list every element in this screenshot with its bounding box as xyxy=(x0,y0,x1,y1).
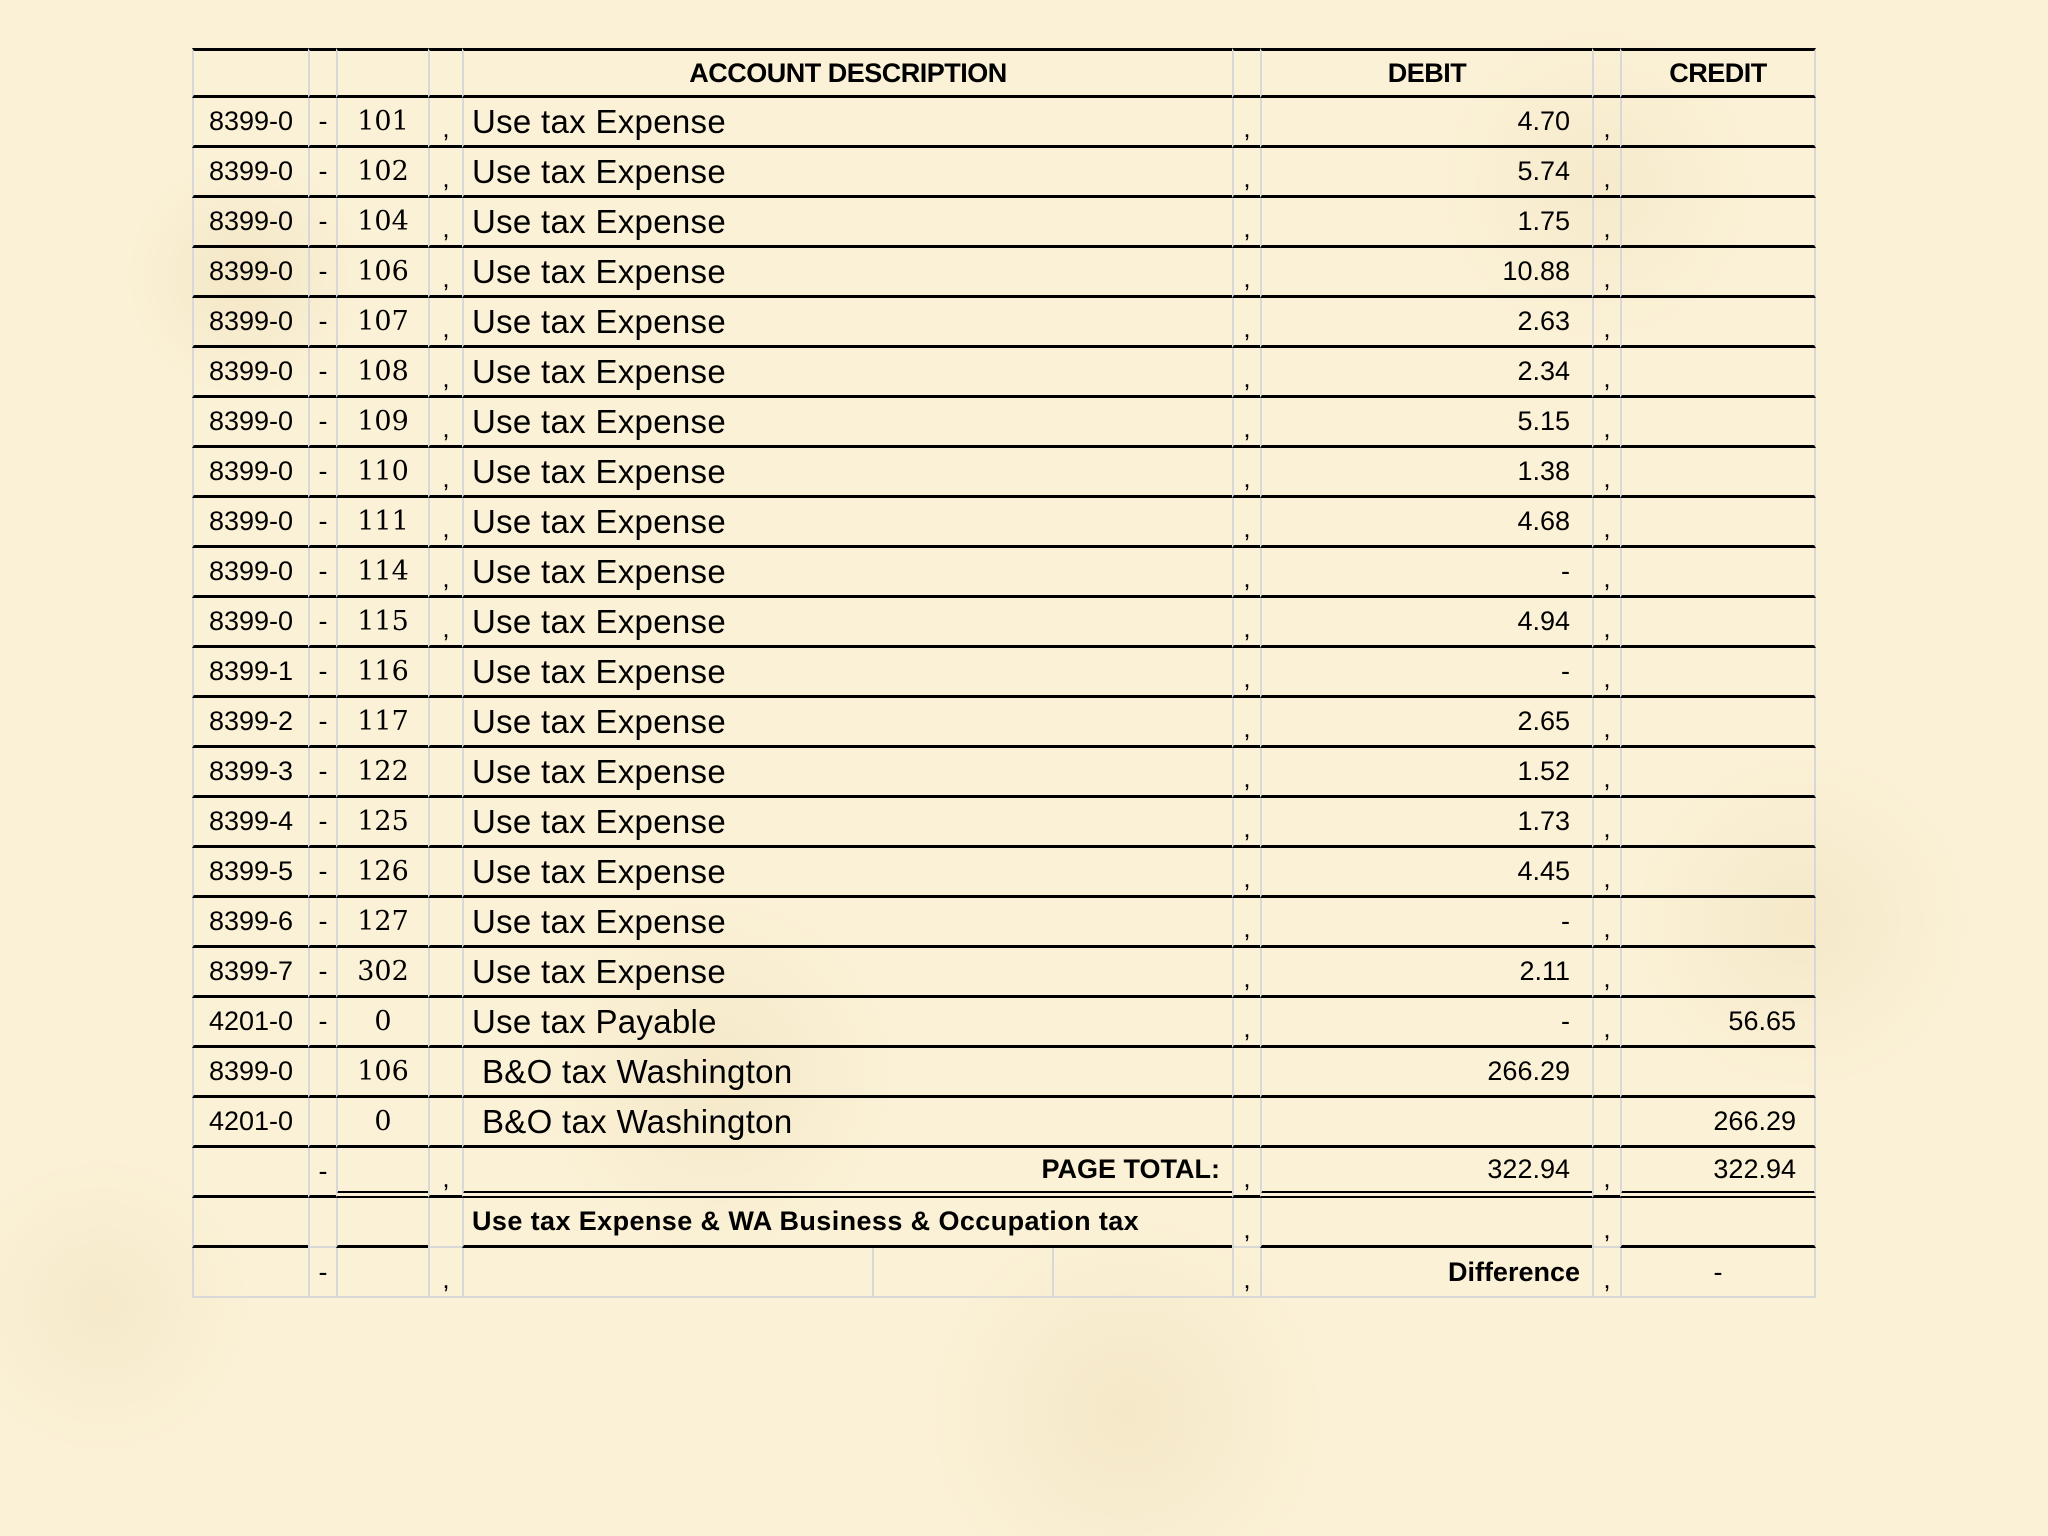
sub-account-number: 117 xyxy=(336,698,428,748)
difference-value: - xyxy=(1620,1248,1816,1298)
ledger-row xyxy=(192,248,1816,298)
diff-sub-cell xyxy=(336,1248,428,1298)
comma-separator xyxy=(428,698,462,748)
account-description: Use tax Payable xyxy=(462,998,1232,1048)
account-number: 8399-0 xyxy=(192,298,308,348)
sub-account-number: 115 xyxy=(336,598,428,648)
header-sep-cell xyxy=(308,48,336,98)
account-description: Use tax Expense xyxy=(462,798,1232,848)
comma-separator: , xyxy=(1592,648,1620,698)
debit-amount: - xyxy=(1260,548,1592,598)
account-separator: - xyxy=(308,748,336,798)
debit-amount: 2.65 xyxy=(1260,698,1592,748)
ledger-row xyxy=(192,798,1816,848)
diff-sep: - xyxy=(308,1248,336,1298)
sub-account-number: 104 xyxy=(336,198,428,248)
diff-comma: , xyxy=(1592,1248,1620,1298)
account-separator: - xyxy=(308,448,336,498)
comma-separator xyxy=(428,948,462,998)
sub-account-number: 111 xyxy=(336,498,428,548)
account-separator: - xyxy=(308,248,336,298)
account-number: 8399-0 xyxy=(192,348,308,398)
comma-separator: , xyxy=(1232,348,1260,398)
debit-amount: 5.15 xyxy=(1260,398,1592,448)
comma-separator: , xyxy=(428,348,462,398)
account-description: B&O tax Washington xyxy=(462,1048,1232,1098)
credit-amount xyxy=(1620,548,1816,598)
total-comma: , xyxy=(428,1148,462,1198)
journal-entry-table xyxy=(192,48,1816,1298)
memo-row xyxy=(192,1198,1816,1248)
memo-acct-cell xyxy=(192,1198,308,1248)
comma-separator: , xyxy=(1592,348,1620,398)
account-number: 8399-0 xyxy=(192,198,308,248)
sub-account-number: 302 xyxy=(336,948,428,998)
account-number: 8399-7 xyxy=(192,948,308,998)
sub-account-number: 126 xyxy=(336,848,428,898)
account-separator: - xyxy=(308,848,336,898)
comma-separator: , xyxy=(1592,548,1620,598)
comma-separator: , xyxy=(1232,948,1260,998)
comma-separator: , xyxy=(1592,848,1620,898)
account-description: Use tax Expense xyxy=(462,98,1232,148)
account-number: 8399-3 xyxy=(192,748,308,798)
debit-amount: 2.11 xyxy=(1260,948,1592,998)
account-description: Use tax Expense xyxy=(462,648,1232,698)
account-separator: - xyxy=(308,398,336,448)
debit-amount xyxy=(1260,1098,1592,1148)
page-total-credit: 322.94 xyxy=(1620,1148,1816,1198)
credit-amount xyxy=(1620,898,1816,948)
debit-amount: - xyxy=(1260,898,1592,948)
comma-separator: , xyxy=(428,548,462,598)
ledger-row xyxy=(192,498,1816,548)
total-comma: , xyxy=(1592,1148,1620,1198)
account-description: Use tax Expense xyxy=(462,298,1232,348)
page-total-debit: 322.94 xyxy=(1260,1148,1592,1198)
credit-amount xyxy=(1620,148,1816,198)
account-number: 8399-4 xyxy=(192,798,308,848)
debit-amount: 2.34 xyxy=(1260,348,1592,398)
comma-separator: , xyxy=(1592,298,1620,348)
account-number: 4201-0 xyxy=(192,1098,308,1148)
comma-separator: , xyxy=(1592,798,1620,848)
comma-separator xyxy=(428,898,462,948)
comma-separator: , xyxy=(428,148,462,198)
credit-amount xyxy=(1620,648,1816,698)
comma-separator: , xyxy=(1592,998,1620,1048)
account-separator: - xyxy=(308,948,336,998)
comma-separator: , xyxy=(428,598,462,648)
ledger-row xyxy=(192,548,1816,598)
comma-separator: , xyxy=(1232,998,1260,1048)
account-description: Use tax Expense xyxy=(462,548,1232,598)
comma-separator xyxy=(1232,1048,1260,1098)
comma-separator xyxy=(1232,1098,1260,1148)
comma-separator: , xyxy=(1232,148,1260,198)
ledger-row xyxy=(192,698,1816,748)
credit-amount xyxy=(1620,98,1816,148)
comma-separator: , xyxy=(1232,798,1260,848)
account-description: Use tax Expense xyxy=(462,698,1232,748)
table-header xyxy=(192,48,1816,98)
ledger-row xyxy=(192,948,1816,998)
credit-amount xyxy=(1620,948,1816,998)
comma-separator: , xyxy=(428,298,462,348)
account-separator: - xyxy=(308,898,336,948)
comma-separator xyxy=(1592,1098,1620,1148)
debit-amount: 4.70 xyxy=(1260,98,1592,148)
comma-separator: , xyxy=(1592,748,1620,798)
comma-separator: , xyxy=(1232,648,1260,698)
sub-account-number: 110 xyxy=(336,448,428,498)
sub-account-number: 0 xyxy=(336,1098,428,1148)
credit-amount xyxy=(1620,398,1816,448)
ledger-row xyxy=(192,598,1816,648)
comma-separator xyxy=(428,1048,462,1098)
account-number: 8399-1 xyxy=(192,648,308,698)
account-number: 8399-0 xyxy=(192,248,308,298)
account-description: Use tax Expense xyxy=(462,498,1232,548)
credit-amount: 56.65 xyxy=(1620,998,1816,1048)
sub-account-number: 114 xyxy=(336,548,428,598)
comma-separator: , xyxy=(1232,298,1260,348)
ledger-row xyxy=(192,998,1816,1048)
comma-separator: , xyxy=(1232,248,1260,298)
account-description: Use tax Expense xyxy=(462,948,1232,998)
account-description: Use tax Expense xyxy=(462,148,1232,198)
comma-separator: , xyxy=(1232,898,1260,948)
diff-comma: , xyxy=(428,1248,462,1298)
debit-amount: 266.29 xyxy=(1260,1048,1592,1098)
account-separator: - xyxy=(308,598,336,648)
sub-account-number: 102 xyxy=(336,148,428,198)
ledger-row xyxy=(192,448,1816,498)
comma-separator: , xyxy=(1232,848,1260,898)
account-number: 8399-6 xyxy=(192,898,308,948)
credit-amount xyxy=(1620,848,1816,898)
sub-account-number: 127 xyxy=(336,898,428,948)
header-comma-cell xyxy=(1592,48,1620,98)
account-description: Use tax Expense xyxy=(462,248,1232,298)
debit-amount: 1.75 xyxy=(1260,198,1592,248)
header-comma-cell xyxy=(428,48,462,98)
comma-separator: , xyxy=(1592,98,1620,148)
comma-separator: , xyxy=(1592,698,1620,748)
comma-separator: , xyxy=(428,98,462,148)
credit-amount: 266.29 xyxy=(1620,1098,1816,1148)
header-credit: CREDIT xyxy=(1620,48,1816,98)
account-number: 8399-5 xyxy=(192,848,308,898)
sub-account-number: 125 xyxy=(336,798,428,848)
ledger-row xyxy=(192,848,1816,898)
account-description: B&O tax Washington xyxy=(462,1098,1232,1148)
debit-amount: 1.73 xyxy=(1260,798,1592,848)
sub-account-number: 108 xyxy=(336,348,428,398)
comma-separator: , xyxy=(1592,448,1620,498)
comma-separator: , xyxy=(1592,948,1620,998)
comma-separator: , xyxy=(1232,498,1260,548)
ledger-row xyxy=(192,898,1816,948)
debit-amount: 2.63 xyxy=(1260,298,1592,348)
sub-account-number: 107 xyxy=(336,298,428,348)
header-debit: DEBIT xyxy=(1260,48,1592,98)
comma-separator: , xyxy=(1232,98,1260,148)
header-acct-cell xyxy=(192,48,308,98)
account-description: Use tax Expense xyxy=(462,598,1232,648)
account-separator: - xyxy=(308,548,336,598)
memo-comma: , xyxy=(1232,1198,1260,1248)
sub-account-number: 106 xyxy=(336,248,428,298)
account-description: Use tax Expense xyxy=(462,748,1232,798)
credit-amount xyxy=(1620,298,1816,348)
sub-account-number: 0 xyxy=(336,998,428,1048)
credit-amount xyxy=(1620,448,1816,498)
credit-amount xyxy=(1620,498,1816,548)
debit-amount: 10.88 xyxy=(1260,248,1592,298)
page-total-label: PAGE TOTAL: xyxy=(462,1148,1232,1198)
account-number: 8399-0 xyxy=(192,398,308,448)
account-separator xyxy=(308,1098,336,1148)
account-number: 8399-0 xyxy=(192,1048,308,1098)
debit-amount: 1.38 xyxy=(1260,448,1592,498)
comma-separator: , xyxy=(1592,498,1620,548)
comma-separator: , xyxy=(1592,898,1620,948)
comma-separator xyxy=(428,1098,462,1148)
account-separator: - xyxy=(308,298,336,348)
comma-separator xyxy=(428,798,462,848)
account-separator xyxy=(308,1048,336,1098)
comma-separator: , xyxy=(1232,698,1260,748)
ledger-row xyxy=(192,298,1816,348)
comma-separator: , xyxy=(1592,148,1620,198)
comma-separator: , xyxy=(428,198,462,248)
comma-separator: , xyxy=(1592,598,1620,648)
ledger-rows xyxy=(192,98,1816,1148)
header-sub-cell xyxy=(336,48,428,98)
comma-separator: , xyxy=(1232,748,1260,798)
credit-amount xyxy=(1620,1048,1816,1098)
account-separator: - xyxy=(308,98,336,148)
comma-separator xyxy=(1592,1048,1620,1098)
account-number: 8399-2 xyxy=(192,698,308,748)
sub-account-number: 109 xyxy=(336,398,428,448)
credit-amount xyxy=(1620,798,1816,848)
account-description: Use tax Expense xyxy=(462,898,1232,948)
comma-separator: , xyxy=(1232,198,1260,248)
header-comma-cell xyxy=(1232,48,1260,98)
account-separator: - xyxy=(308,198,336,248)
debit-amount: 1.52 xyxy=(1260,748,1592,798)
sub-account-number: 116 xyxy=(336,648,428,698)
diff-desc-cell xyxy=(1052,1248,1232,1298)
account-number: 4201-0 xyxy=(192,998,308,1048)
diff-acct-cell xyxy=(192,1248,308,1298)
comma-separator: , xyxy=(1232,598,1260,648)
account-separator: - xyxy=(308,648,336,698)
account-separator: - xyxy=(308,998,336,1048)
comma-separator xyxy=(428,648,462,698)
memo-sub-cell xyxy=(336,1198,428,1248)
ledger-row xyxy=(192,398,1816,448)
diff-comma: , xyxy=(1232,1248,1260,1298)
comma-separator: , xyxy=(1232,548,1260,598)
account-separator: - xyxy=(308,498,336,548)
comma-separator xyxy=(428,848,462,898)
ledger-row xyxy=(192,148,1816,198)
credit-amount xyxy=(1620,198,1816,248)
ledger-row xyxy=(192,1048,1816,1098)
account-number: 8399-0 xyxy=(192,548,308,598)
memo-credit-cell xyxy=(1620,1198,1816,1248)
debit-amount: - xyxy=(1260,998,1592,1048)
comma-separator xyxy=(428,748,462,798)
ledger-row xyxy=(192,348,1816,398)
ledger-row xyxy=(192,648,1816,698)
account-description: Use tax Expense xyxy=(462,398,1232,448)
header-account-description: ACCOUNT DESCRIPTION xyxy=(462,48,1232,98)
account-description: Use tax Expense xyxy=(462,198,1232,248)
debit-amount: 5.74 xyxy=(1260,148,1592,198)
account-separator: - xyxy=(308,348,336,398)
total-comma: , xyxy=(1232,1148,1260,1198)
account-description: Use tax Expense xyxy=(462,448,1232,498)
ledger-row xyxy=(192,748,1816,798)
comma-separator: , xyxy=(428,498,462,548)
memo-comma-cell xyxy=(428,1198,462,1248)
page-total-row xyxy=(192,1148,1816,1198)
comma-separator: , xyxy=(1232,448,1260,498)
credit-amount xyxy=(1620,348,1816,398)
comma-separator: , xyxy=(1592,248,1620,298)
ledger-row xyxy=(192,198,1816,248)
memo-debit-cell xyxy=(1260,1198,1592,1248)
comma-separator: , xyxy=(1232,398,1260,448)
account-separator: - xyxy=(308,148,336,198)
comma-separator: , xyxy=(428,448,462,498)
credit-amount xyxy=(1620,598,1816,648)
total-sub-cell xyxy=(336,1148,428,1198)
total-acct-cell xyxy=(192,1148,308,1198)
account-number: 8399-0 xyxy=(192,148,308,198)
memo-text: Use tax Expense & WA Business & Occupation tax xyxy=(462,1198,1232,1248)
difference-row xyxy=(192,1248,1816,1298)
comma-separator: , xyxy=(1592,198,1620,248)
debit-amount: - xyxy=(1260,648,1592,698)
memo-sep-cell xyxy=(308,1198,336,1248)
diff-desc-cell xyxy=(872,1248,1052,1298)
account-number: 8399-0 xyxy=(192,598,308,648)
account-separator: - xyxy=(308,798,336,848)
account-separator: - xyxy=(308,698,336,748)
credit-amount xyxy=(1620,748,1816,798)
credit-amount xyxy=(1620,698,1816,748)
account-number: 8399-0 xyxy=(192,498,308,548)
sub-account-number: 101 xyxy=(336,98,428,148)
account-description: Use tax Expense xyxy=(462,348,1232,398)
total-sep: - xyxy=(308,1148,336,1198)
comma-separator: , xyxy=(428,398,462,448)
comma-separator: , xyxy=(1592,398,1620,448)
ledger-row xyxy=(192,98,1816,148)
ledger-row xyxy=(192,1098,1816,1148)
credit-amount xyxy=(1620,248,1816,298)
memo-comma: , xyxy=(1592,1198,1620,1248)
comma-separator: , xyxy=(428,248,462,298)
comma-separator xyxy=(428,998,462,1048)
debit-amount: 4.45 xyxy=(1260,848,1592,898)
sub-account-number: 122 xyxy=(336,748,428,798)
diff-desc-cell xyxy=(462,1248,872,1298)
account-number: 8399-0 xyxy=(192,448,308,498)
difference-label: Difference xyxy=(1260,1248,1592,1298)
account-number: 8399-0 xyxy=(192,98,308,148)
sub-account-number: 106 xyxy=(336,1048,428,1098)
debit-amount: 4.94 xyxy=(1260,598,1592,648)
debit-amount: 4.68 xyxy=(1260,498,1592,548)
account-description: Use tax Expense xyxy=(462,848,1232,898)
